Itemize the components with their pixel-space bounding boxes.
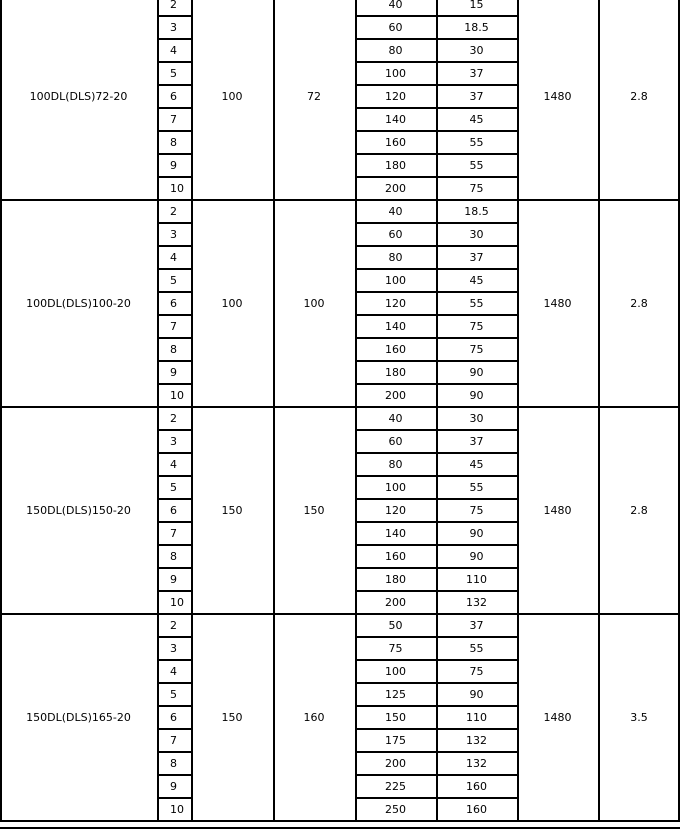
c4-cell: 125: [385, 688, 406, 701]
c5-cell: 55: [469, 159, 484, 172]
c5-cell: 37: [469, 90, 484, 103]
c4-cell: 40: [388, 0, 403, 11]
c5-cell: 75: [469, 320, 484, 333]
c5-cell: 18.5: [464, 21, 489, 34]
c4-cell: 180: [385, 366, 406, 379]
col7-cell: 2.8: [630, 504, 648, 517]
c4-cell: 150: [385, 711, 406, 724]
stage-cell: 4: [170, 251, 177, 264]
c4-cell: 120: [385, 297, 406, 310]
stage-cell: 3: [170, 642, 177, 655]
stage-cell: 6: [170, 297, 177, 310]
c5-cell: 90: [469, 527, 484, 540]
stage-cell: 7: [170, 734, 177, 747]
c5-cell: 45: [469, 113, 484, 126]
stage-cell: 4: [170, 458, 177, 471]
grid-line: [598, 0, 600, 821]
c5-cell: 37: [469, 435, 484, 448]
c4-cell: 200: [385, 757, 406, 770]
stage-cell: 9: [170, 159, 177, 172]
col6-cell: 1480: [543, 297, 572, 310]
c4-cell: 100: [385, 274, 406, 287]
stage-cell: 10: [170, 596, 184, 609]
col7-cell: 2.8: [630, 297, 648, 310]
col3-cell: 150: [303, 504, 325, 517]
c4-cell: 100: [385, 67, 406, 80]
c5-cell: 37: [469, 67, 484, 80]
model-cell: 100DL(DLS)72-20: [29, 90, 128, 103]
col3-cell: 100: [303, 297, 325, 310]
c4-cell: 200: [385, 182, 406, 195]
c5-cell: 30: [469, 44, 484, 57]
c5-cell: 75: [469, 504, 484, 517]
stage-cell: 8: [170, 757, 177, 770]
c4-cell: 80: [388, 251, 403, 264]
c5-cell: 75: [469, 343, 484, 356]
c4-cell: 200: [385, 389, 406, 402]
c5-cell: 37: [469, 251, 484, 264]
grid-line: [0, 0, 2, 821]
c5-cell: 30: [469, 228, 484, 241]
stage-cell: 7: [170, 527, 177, 540]
stage-cell: 2: [170, 205, 177, 218]
stage-cell: 7: [170, 113, 177, 126]
model-cell: 150DL(DLS)150-20: [26, 504, 131, 517]
c5-cell: 75: [469, 182, 484, 195]
c5-cell: 90: [469, 688, 484, 701]
c5-cell: 132: [466, 734, 487, 747]
stage-cell: 7: [170, 320, 177, 333]
stage-cell: 2: [170, 0, 177, 11]
col2-cell: 100: [221, 297, 243, 310]
col6-cell: 1480: [543, 90, 572, 103]
grid-line: [436, 0, 438, 821]
stage-cell: 10: [170, 389, 184, 402]
c4-cell: 40: [388, 205, 403, 218]
c4-cell: 120: [385, 504, 406, 517]
c5-cell: 55: [469, 136, 484, 149]
grid-line: [273, 0, 275, 821]
c4-cell: 160: [385, 550, 406, 563]
c4-cell: 140: [385, 527, 406, 540]
stage-cell: 3: [170, 21, 177, 34]
stage-cell: 5: [170, 274, 177, 287]
grid-line: [157, 0, 159, 821]
c4-cell: 225: [385, 780, 406, 793]
c5-cell: 55: [469, 642, 484, 655]
c5-cell: 55: [469, 297, 484, 310]
stage-cell: 2: [170, 412, 177, 425]
stage-cell: 6: [170, 90, 177, 103]
c5-cell: 132: [466, 596, 487, 609]
stage-cell: 10: [170, 803, 184, 816]
c5-cell: 75: [469, 665, 484, 678]
c4-cell: 60: [388, 21, 403, 34]
c4-cell: 160: [385, 136, 406, 149]
model-cell: 150DL(DLS)165-20: [26, 711, 131, 724]
col3-cell: 160: [303, 711, 325, 724]
stage-cell: 5: [170, 688, 177, 701]
c5-cell: 110: [466, 573, 487, 586]
c5-cell: 37: [469, 619, 484, 632]
c4-cell: 100: [385, 481, 406, 494]
stage-cell: 3: [170, 228, 177, 241]
stage-cell: 8: [170, 550, 177, 563]
c5-cell: 18.5: [464, 205, 489, 218]
c4-cell: 160: [385, 343, 406, 356]
c5-cell: 90: [469, 550, 484, 563]
stage-cell: 9: [170, 780, 177, 793]
c5-cell: 160: [466, 803, 487, 816]
stage-cell: 10: [170, 182, 184, 195]
c5-cell: 55: [469, 481, 484, 494]
c4-cell: 200: [385, 596, 406, 609]
c4-cell: 140: [385, 113, 406, 126]
c4-cell: 60: [388, 228, 403, 241]
c4-cell: 80: [388, 458, 403, 471]
grid-line: [355, 0, 357, 821]
c5-cell: 110: [466, 711, 487, 724]
c4-cell: 50: [388, 619, 403, 632]
c4-cell: 180: [385, 159, 406, 172]
c5-cell: 15: [469, 0, 484, 11]
col2-cell: 150: [221, 711, 243, 724]
stage-cell: 6: [170, 711, 177, 724]
c4-cell: 100: [385, 665, 406, 678]
stage-cell: 3: [170, 435, 177, 448]
stage-cell: 4: [170, 665, 177, 678]
col3-cell: 72: [307, 90, 321, 103]
c5-cell: 132: [466, 757, 487, 770]
stage-cell: 5: [170, 67, 177, 80]
stage-cell: 8: [170, 343, 177, 356]
grid-line: [191, 0, 193, 821]
stage-cell: 9: [170, 573, 177, 586]
stage-cell: 4: [170, 44, 177, 57]
stage-cell: 2: [170, 619, 177, 632]
col6-cell: 1480: [543, 504, 572, 517]
c4-cell: 250: [385, 803, 406, 816]
c4-cell: 75: [388, 642, 403, 655]
stage-cell: 8: [170, 136, 177, 149]
c4-cell: 40: [388, 412, 403, 425]
stage-cell: 5: [170, 481, 177, 494]
c4-cell: 175: [385, 734, 406, 747]
c5-cell: 30: [469, 412, 484, 425]
grid-line: [517, 0, 519, 821]
c4-cell: 180: [385, 573, 406, 586]
c4-cell: 60: [388, 435, 403, 448]
c4-cell: 80: [388, 44, 403, 57]
col2-cell: 150: [221, 504, 243, 517]
c5-cell: 45: [469, 458, 484, 471]
model-cell: 100DL(DLS)100-20: [26, 297, 131, 310]
col6-cell: 1480: [543, 711, 572, 724]
stage-cell: 6: [170, 504, 177, 517]
c4-cell: 120: [385, 90, 406, 103]
col7-cell: 3.5: [630, 711, 648, 724]
c5-cell: 45: [469, 274, 484, 287]
c5-cell: 90: [469, 389, 484, 402]
grid-line: [0, 820, 680, 822]
col7-cell: 2.8: [630, 90, 648, 103]
col2-cell: 100: [221, 90, 243, 103]
c4-cell: 140: [385, 320, 406, 333]
c5-cell: 90: [469, 366, 484, 379]
stage-cell: 9: [170, 366, 177, 379]
c5-cell: 160: [466, 780, 487, 793]
